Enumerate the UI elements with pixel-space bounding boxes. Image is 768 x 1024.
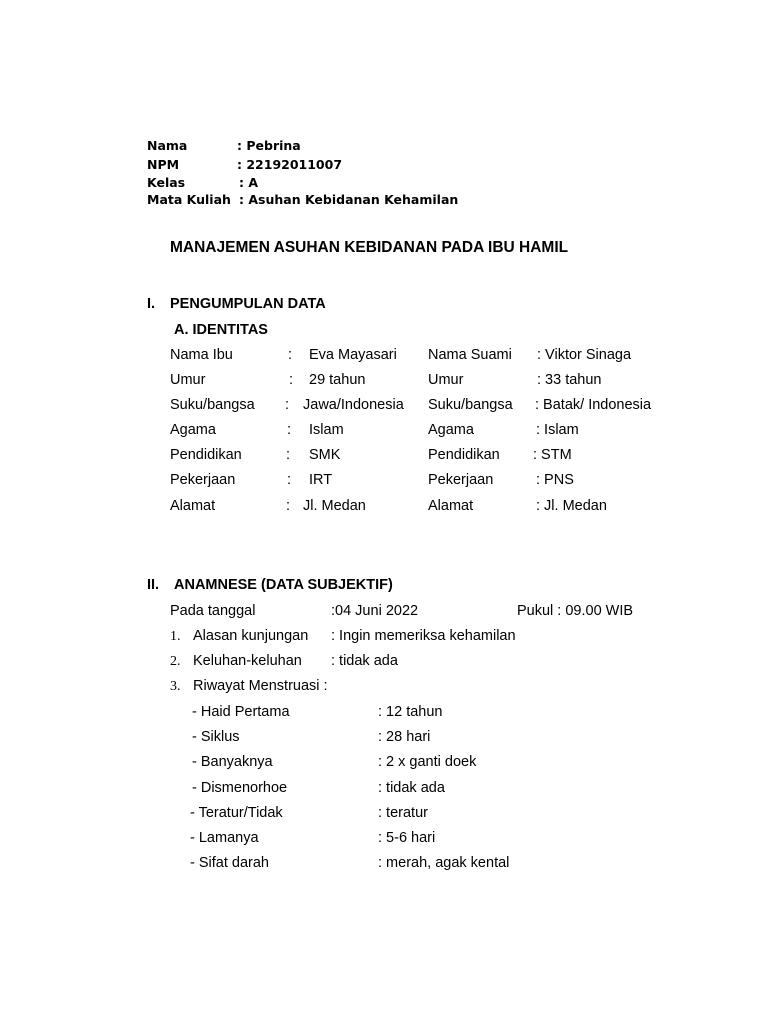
item-3-label: Riwayat Menstruasi : — [193, 678, 328, 694]
husband-education-label: Pendidikan — [428, 447, 500, 463]
npm-label: NPM — [147, 157, 180, 172]
mother-ethnicity-value: Jawa/Indonesia — [303, 397, 404, 413]
mother-label: Nama Ibu — [170, 347, 233, 363]
mother-value: Eva Mayasari — [309, 347, 397, 363]
duration-label: - Lamanya — [190, 830, 259, 846]
husband-occupation-value: : PNS — [536, 472, 574, 488]
blood-nature-value: : merah, agak kental — [378, 855, 510, 871]
class-label: Kelas — [147, 175, 186, 190]
item-2-number: 2. — [170, 654, 181, 669]
amount-label: - Banyaknya — [192, 754, 273, 770]
identity-subtitle: A. IDENTITAS — [174, 322, 268, 338]
name-label: Nama — [147, 138, 188, 153]
mother-education-value: SMK — [309, 447, 341, 463]
mother-age-value: 29 tahun — [309, 372, 366, 388]
husband-religion-value: : Islam — [536, 422, 579, 438]
husband-label: Nama Suami — [428, 347, 512, 363]
husband-address-label: Alamat — [428, 498, 474, 514]
section-2-number: II. — [147, 577, 160, 593]
mother-ethnicity-colon: : — [285, 397, 290, 413]
dysmenorrhea-value: : tidak ada — [378, 780, 445, 796]
amount-value: : 2 x ganti doek — [378, 754, 477, 770]
item-2-label: Keluhan-keluhan — [193, 653, 302, 669]
section-1-number: I. — [147, 296, 156, 312]
mother-address-colon: : — [286, 498, 291, 514]
name-value: : Pebrina — [237, 138, 301, 153]
course-label: Mata Kuliah — [147, 192, 231, 207]
regularity-label: - Teratur/Tidak — [190, 805, 283, 821]
mother-colon: : — [288, 347, 293, 363]
mother-age-colon: : — [289, 372, 294, 388]
husband-religion-label: Agama — [428, 422, 474, 438]
husband-address-value: : Jl. Medan — [536, 498, 607, 514]
item-1-number: 1. — [170, 629, 181, 644]
mother-ethnicity-label: Suku/bangsa — [170, 397, 255, 413]
date-value: :04 Juni 2022 — [331, 603, 419, 619]
cycle-value: : 28 hari — [378, 729, 431, 745]
section-1-title: PENGUMPULAN DATA — [170, 296, 326, 312]
mother-occupation-label: Pekerjaan — [170, 472, 236, 488]
husband-occupation-label: Pekerjaan — [428, 472, 494, 488]
item-3-number: 3. — [170, 679, 181, 694]
item-2-value: : tidak ada — [331, 653, 398, 669]
item-1-value: : Ingin memeriksa kehamilan — [331, 628, 516, 644]
dysmenorrhea-label: - Dismenorhoe — [192, 780, 288, 796]
duration-value: : 5-6 hari — [378, 830, 436, 846]
husband-education-value: : STM — [533, 447, 572, 463]
document-title: MANAJEMEN ASUHAN KEBIDANAN PADA IBU HAMIL — [170, 239, 569, 256]
npm-value: : 22192011007 — [237, 157, 343, 172]
time-text: Pukul : 09.00 WIB — [517, 603, 634, 619]
section-2-title: ANAMNESE (DATA SUBJEKTIF) — [174, 577, 393, 593]
regularity-value: : teratur — [378, 805, 428, 821]
mother-education-label: Pendidikan — [170, 447, 242, 463]
blood-nature-label: - Sifat darah — [190, 855, 269, 871]
husband-age-value: : 33 tahun — [537, 372, 602, 388]
mother-occupation-value: IRT — [309, 472, 333, 488]
mother-occupation-colon: : — [287, 472, 292, 488]
mother-religion-label: Agama — [170, 422, 216, 438]
cycle-label: - Siklus — [192, 729, 240, 745]
class-value: : A — [239, 175, 259, 190]
mother-age-label: Umur — [170, 372, 206, 388]
husband-value: : Viktor Sinaga — [537, 347, 632, 363]
menarche-label: - Haid Pertama — [192, 704, 290, 720]
date-label: Pada tanggal — [170, 603, 256, 619]
item-1-label: Alasan kunjungan — [193, 628, 309, 644]
husband-ethnicity-value: : Batak/ Indonesia — [535, 397, 652, 413]
husband-ethnicity-label: Suku/bangsa — [428, 397, 513, 413]
husband-age-label: Umur — [428, 372, 464, 388]
mother-address-label: Alamat — [170, 498, 216, 514]
mother-religion-value: Islam — [309, 422, 344, 438]
course-value: : Asuhan Kebidanan Kehamilan — [239, 192, 459, 207]
mother-religion-colon: : — [287, 422, 292, 438]
mother-education-colon: : — [286, 447, 291, 463]
mother-address-value: Jl. Medan — [303, 498, 366, 514]
menarche-value: : 12 tahun — [378, 704, 443, 720]
